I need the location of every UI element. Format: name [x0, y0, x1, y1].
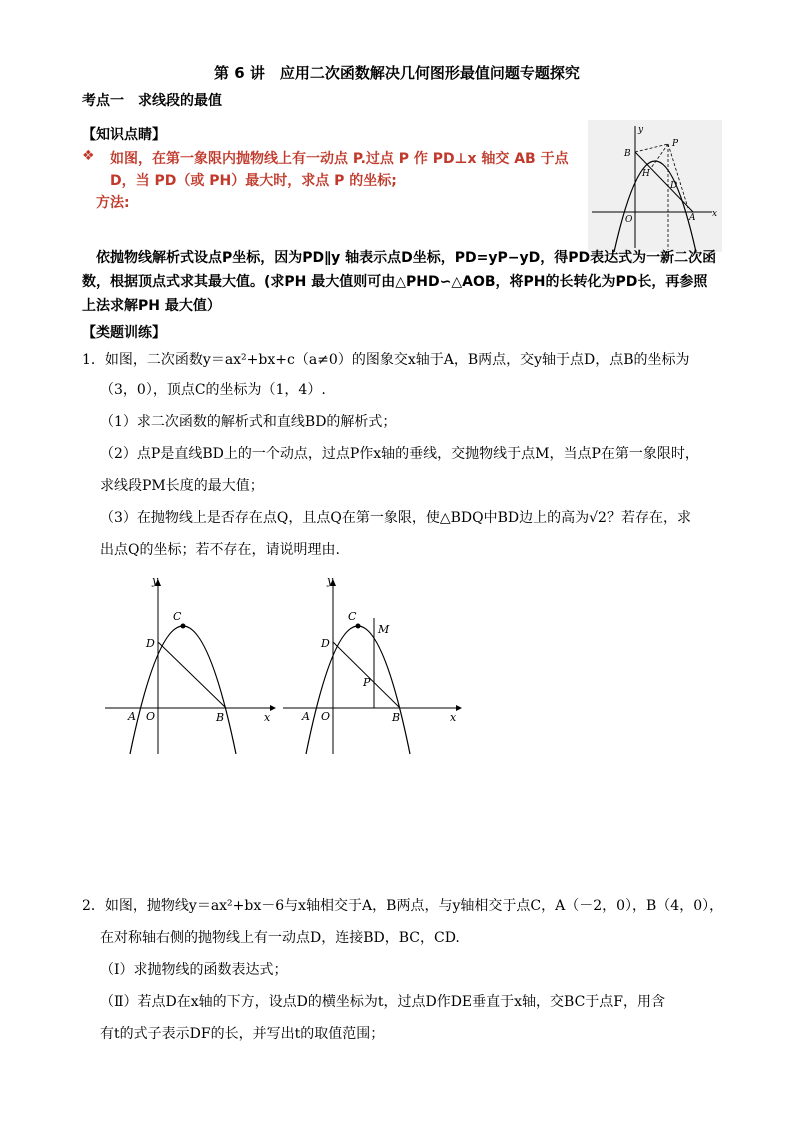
label-y: y	[638, 125, 644, 135]
label-h: H	[642, 169, 650, 179]
x-axis-arrow	[270, 705, 276, 711]
label-a: A	[689, 213, 696, 223]
figure-background	[588, 120, 722, 252]
vertex-point	[356, 624, 361, 629]
label-x: x	[450, 711, 457, 724]
q1-part-3a: （3）在抛物线上是否存在点Q，且点Q在第一象限，使△BDQ中BD边上的高为√2？若存在，求	[100, 510, 691, 526]
q1-part-3b: 出点Q的坐标；若不存在，请说明理由.	[100, 542, 340, 558]
method-label: 方法:	[96, 195, 130, 211]
training-heading: 【类题训练】	[82, 325, 166, 341]
label-x: x	[712, 209, 718, 219]
label-x: x	[264, 711, 271, 724]
vertex-point	[181, 624, 186, 629]
label-c: C	[348, 610, 357, 623]
label-o: O	[321, 710, 331, 723]
label-o: O	[146, 710, 156, 723]
bullet-icon: ❖	[82, 148, 95, 164]
label-y: y	[327, 576, 334, 587]
label-a: A	[302, 710, 310, 723]
q1-figure-1	[100, 576, 280, 756]
q1-line-2: （3，0），顶点C的坐标为（1，4）.	[100, 382, 326, 398]
label-b: B	[392, 711, 401, 724]
label-a: A	[128, 710, 136, 723]
method-line-3: 上法求解PH 最大值）	[82, 298, 221, 314]
label-d: D	[670, 181, 678, 191]
label-p: P	[363, 676, 371, 689]
knowledge-figure	[588, 120, 722, 252]
label-b: B	[216, 711, 225, 724]
method-line-2: 数，根据顶点式求其最大值。(求PH 最大值则可由△PHD∽△AOB，将PH的长转化为PD长，再参照	[82, 274, 708, 290]
q1-part-1: （1）求二次函数的解析式和直线BD的解析式；	[100, 414, 397, 430]
q2-part-1: （Ⅰ）求抛物线的函数表达式；	[100, 962, 288, 978]
label-m: M	[378, 623, 390, 636]
q1-line-1: 1．如图，二次函数y＝ax²+bx+c（a≠0）的图象交x轴于A，B两点，交y轴于点D，点B的坐标为	[82, 352, 690, 368]
section-heading: 考点一 求线段的最值	[82, 93, 222, 109]
label-y: y	[152, 576, 159, 587]
q2-part-2b: 有t的式子表示DF的长，并写出t的取值范围；	[100, 1026, 385, 1042]
q2-line-2: 在对称轴右侧的抛物线上有一动点D，连接BD，BC，CD.	[100, 930, 460, 946]
page-title: 第 6 讲 应用二次函数解决几何图形最值问题专题探究	[214, 64, 580, 82]
label-c: C	[173, 610, 182, 623]
knowledge-heading: 【知识点睛】	[82, 127, 166, 143]
q2-line-1: 2．如图，抛物线y＝ax²+bx－6与x轴相交于A，B两点，与y轴相交于点C，A（－2，0），B（4，0），	[82, 898, 724, 914]
q1-figure-2	[278, 576, 468, 756]
q1-part-2a: （2）点P是直线BD上的一个动点，过点P作x轴的垂线，交抛物线于点M，当点P在第一象限时，	[100, 446, 699, 462]
q2-part-2a: （Ⅱ）若点D在x轴的下方，设点D的横坐标为t，过点D作DE垂直于x轴，交BC于点F，用含	[100, 994, 666, 1010]
label-b: B	[624, 149, 631, 159]
label-o: O	[625, 215, 633, 225]
q1-part-2b: 求线段PM长度的最大值；	[100, 478, 264, 494]
problem-line-2: D，当 PD（或 PH）最大时，求点 P 的坐标;	[110, 173, 397, 189]
method-line-1: 依抛物线解析式设点P坐标，因为PD∥y 轴表示点D坐标，PD=yP−yD，得PD表达式为一新二次函	[96, 250, 717, 266]
x-axis-arrow	[456, 705, 462, 711]
label-d: D	[321, 637, 330, 650]
problem-line-1: 如图，在第一象限内抛物线上有一动点 P.过点 P 作 PD⊥x 轴交 AB 于点	[110, 151, 569, 167]
label-d: D	[146, 637, 155, 650]
label-p: P	[672, 139, 679, 149]
